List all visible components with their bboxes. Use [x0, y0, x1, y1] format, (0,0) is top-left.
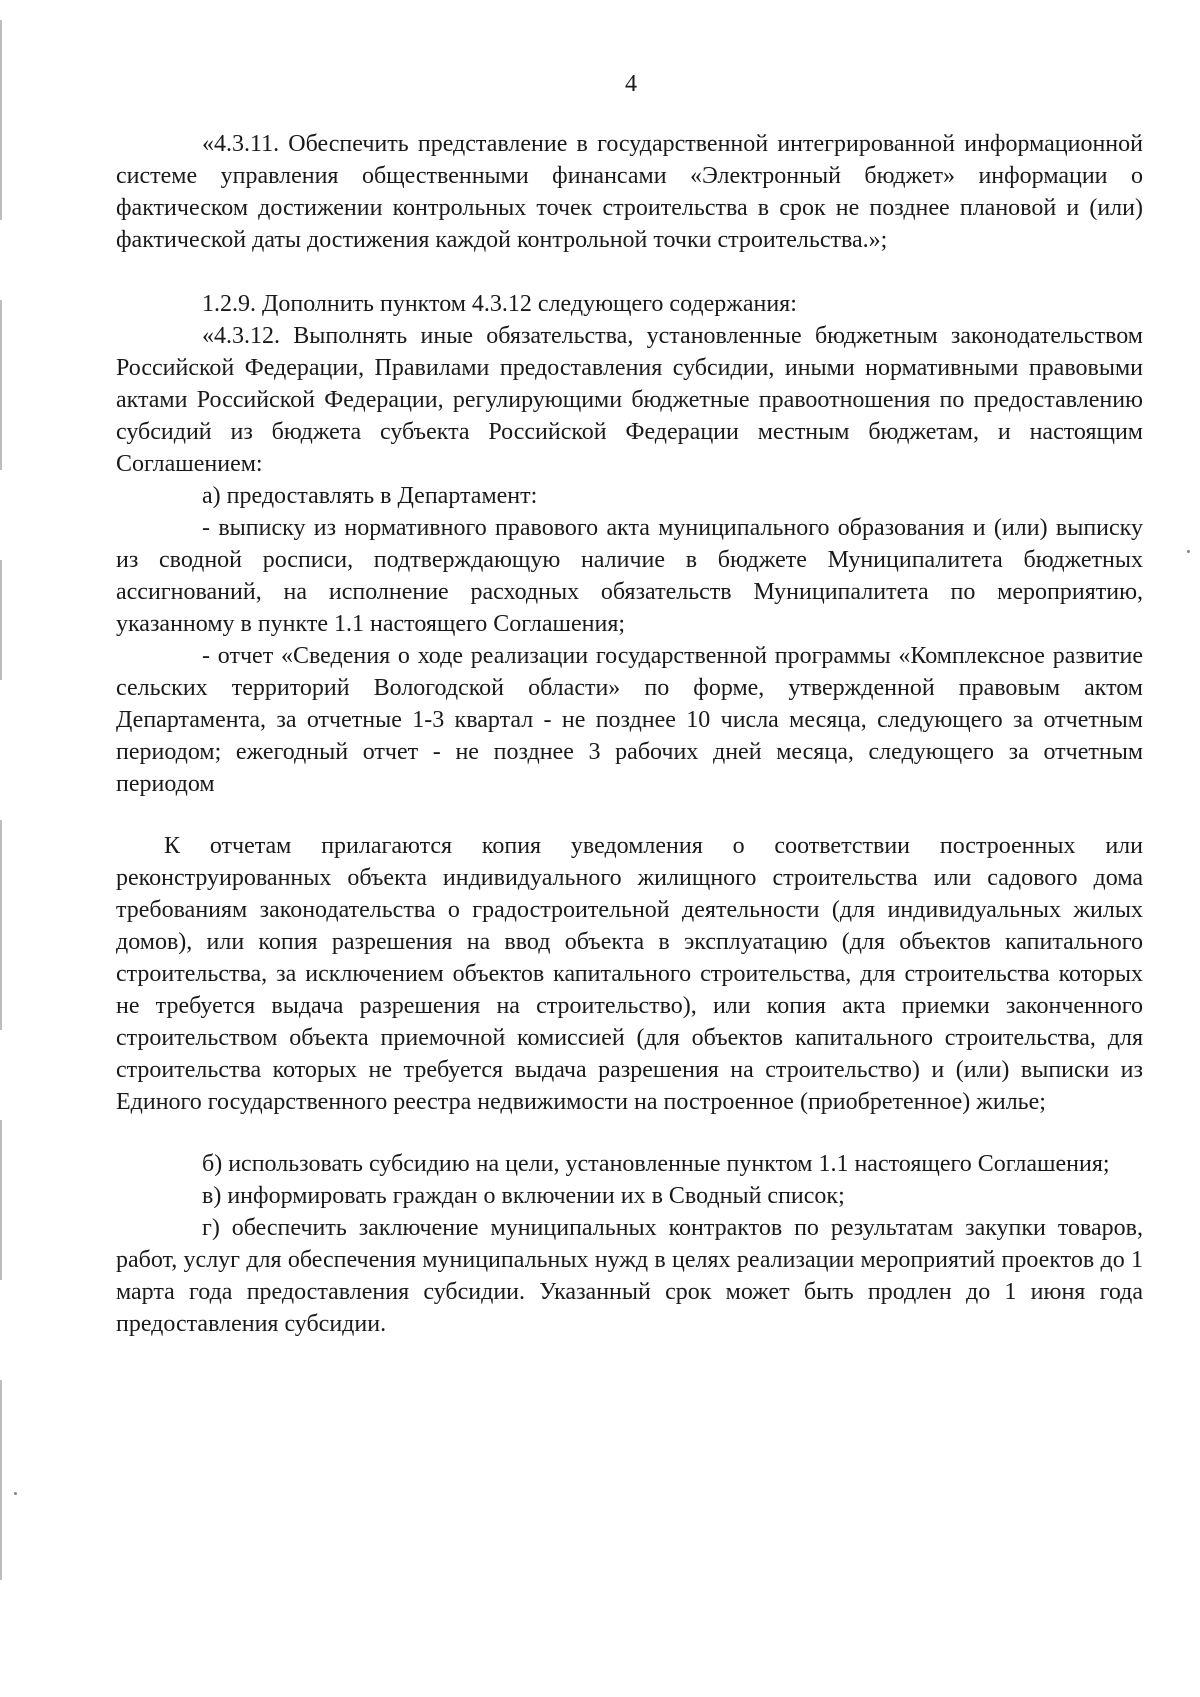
- paragraph-item-g: г) обеспечить заключение муниципальных контрактов по результатам закупки товаров, работ, услуг для обеспечения муниципальных нужд в целях реализации мероприятий проектов до 1 марта года предоставления субсидии. Указанный срок может быть продлен до 1 июня года предоставления субсидии.: [116, 1215, 1143, 1337]
- scan-speck: [14, 1492, 17, 1495]
- paragraph-item-v: в) информировать граждан о включении их в Сводный список;: [202, 1183, 845, 1209]
- paragraph-report-item: - отчет «Сведения о ходе реализации государственной программы «Комплексное развитие сельских территорий Вологодской области» по форме, утвержденной правовым актом Департамента, за отчетные 1-3 квартал - не позднее 10 числа месяца, следующего за отчетным периодом; ежегодный отчет - не позднее 3 рабочих дней месяца, следующего за отчетным периодом: [116, 643, 1143, 797]
- paragraph-4-3-12: «4.3.12. Выполнять иные обязательства, установленные бюджетным законодательством Российской Федерации, Правилами предоставления субсидии, иными нормативными правовыми актами Российской Федерации, регулирующими бюджетные правоотношения по предоставлению субсидий из бюджета субъекта Российской Федерации местным бюджетам, и настоящим Соглашением:: [116, 323, 1143, 477]
- paragraph-item-b: б) использовать субсидию на цели, установленные пунктом 1.1 настоящего Соглашения;: [202, 1151, 1110, 1177]
- page-number: 4: [625, 71, 637, 97]
- paragraph-4-3-11: «4.3.11. Обеспечить представление в государственной интегрированной информационной системе управления общественными финансами «Электронный бюджет» информации о фактическом достижении контрольных точек строительства в срок не позднее плановой и (или) фактической даты достижения каждой контрольной точки строительства.»;: [116, 131, 1143, 253]
- paragraph-item-a: а) предоставлять в Департамент:: [202, 483, 538, 509]
- scan-speck: [1187, 550, 1190, 553]
- document-body: [116, 128, 1143, 1340]
- paragraph-1-2-9: 1.2.9. Дополнить пунктом 4.3.12 следующего содержания:: [202, 291, 797, 317]
- paragraph-report-attachments: К отчетам прилагаются копия уведомления о соответствии построенных или реконструированных объекта индивидуального жилищного строительства или садового дома требованиям законодательства о градостроительной деятельности (для индивидуальных жилых домов), или копия разрешения на ввод объекта в эксплуатацию (для объектов капитального строительства, за исключением объектов капитального строительства, для строительства которых не требуется выдача разрешения на строительство), или копия акта приемки законченного строительством объекта приемочной комиссией (для объектов капитального строительства, для строительства которых не требуется выдача разрешения на строительство) и (или) выписки из Единого государственного реестра недвижимости на построенное (приобретенное) жилье;: [116, 833, 1143, 1115]
- paragraph-extract-item: - выписку из нормативного правового акта муниципального образования и (или) выписку из сводной росписи, подтверждающую наличие в бюджете Муниципалитета бюджетных ассигнований, на исполнение расходных обязательств Муниципалитета по мероприятию, указанному в пункте 1.1 настоящего Соглашения;: [116, 515, 1143, 637]
